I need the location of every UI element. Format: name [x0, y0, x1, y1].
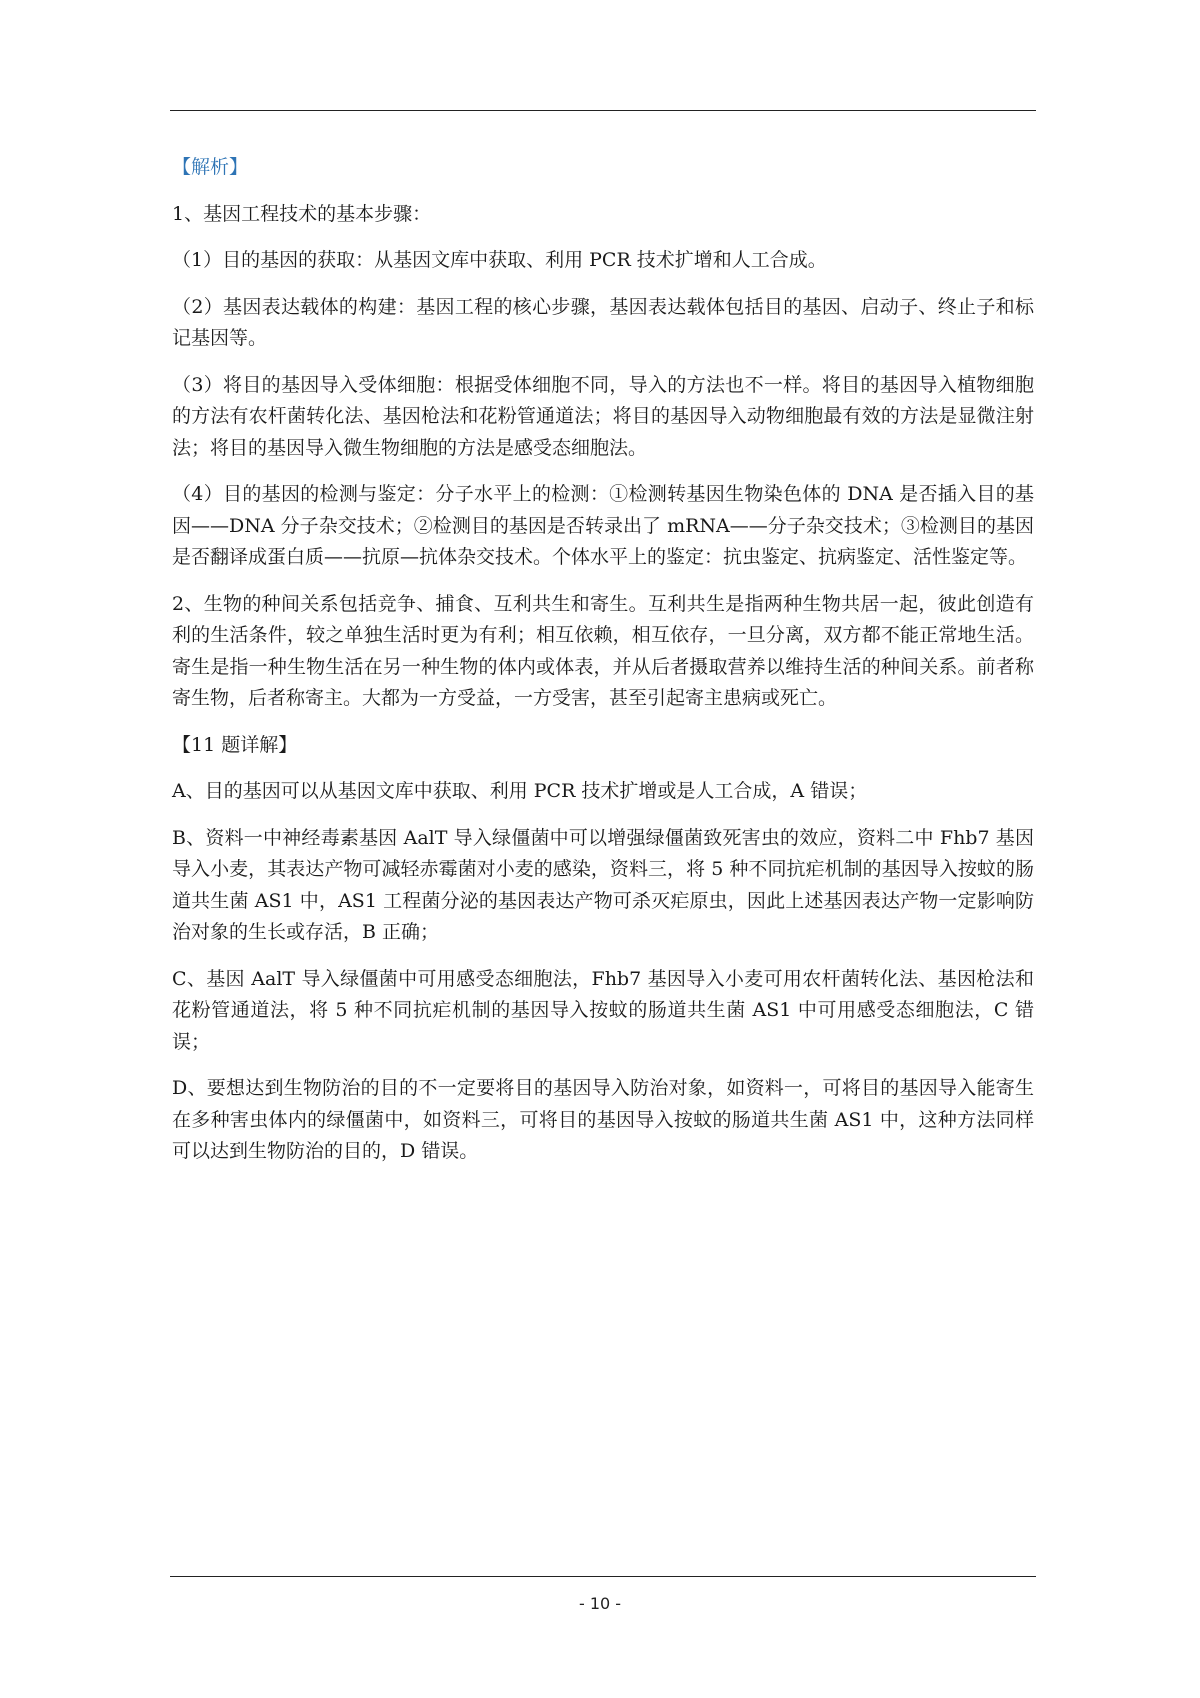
- footer-rule: [170, 1576, 1036, 1577]
- analysis-heading: 【解析】: [172, 156, 249, 178]
- analysis-paragraph: （3）将目的基因导入受体细胞：根据受体细胞不同，导入的方法也不一样。将目的基因导入植物细胞的方法有农杆菌转化法、基因枪法和花粉管通道法；将目的基因导入动物细胞最有效的方法是显微注射法；将目的基因导入微生物细胞的方法是感受态细胞法。: [172, 373, 1034, 459]
- analysis-paragraph: （4）目的基因的检测与鉴定：分子水平上的检测：①检测转基因生物染色体的 DNA 是否插入目的基因——DNA 分子杂交技术；②检测目的基因是否转录出了 mRNA——分子杂交技术；③检测目的基因是否翻译成蛋白质——抗原—抗体杂交技术。个体水平上的鉴定：抗虫鉴定、抗病鉴定、活性鉴定等。: [172, 483, 1034, 568]
- analysis-paragraph: 1、基因工程技术的基本步骤：: [172, 202, 432, 225]
- page-content: [172, 152, 1034, 1183]
- detail-paragraph: C、基因 AalT 导入绿僵菌中可用感受态细胞法，Fhb7 基因导入小麦可用农杆菌转化法、基因枪法和花粉管通道法，将 5 种不同抗疟机制的基因导入按蚊的肠道共生菌 AS1 中可用感受态细胞法，C 错误；: [172, 967, 1034, 1053]
- analysis-paragraph: （1）目的基因的获取：从基因文库中获取、利用 PCR 技术扩增和人工合成。: [172, 249, 827, 271]
- analysis-paragraph: 2、生物的种间关系包括竞争、捕食、互利共生和寄生。互利共生是指两种生物共居一起，彼此创造有利的生活条件，较之单独生活时更为有利；相互依赖，相互依存，一旦分离，双方都不能正常地生活。寄生是指一种生物生活在另一种生物的体内或体表，并从后者摄取营养以维持生活的种间关系。前者称寄生物，后者称寄主。大都为一方受益，一方受害，甚至引起寄主患病或死亡。: [172, 592, 1034, 709]
- detail-paragraph: D、要想达到生物防治的目的不一定要将目的基因导入防治对象，如资料一，可将目的基因导入能寄生在多种害虫体内的绿僵菌中，如资料三，可将目的基因导入按蚊的肠道共生菌 AS1 中，这种方法同样可以达到生物防治的目的，D 错误。: [172, 1077, 1034, 1162]
- page-number: - 10 -: [578, 1594, 622, 1613]
- header-rule: [170, 110, 1036, 111]
- detail-paragraph: B、资料一中神经毒素基因 AalT 导入绿僵菌中可以增强绿僵菌致死害虫的效应，资料二中 Fhb7 基因导入小麦，其表达产物可减轻赤霉菌对小麦的感染，资料三，将 5 种不同抗疟机制的基因导入按蚊的肠道共生菌 AS1 中，AS1 工程菌分泌的基因表达产物可杀灭疟原虫，因此上述基因表达产物一定影响防治对象的生长或存活，B 正确；: [172, 826, 1034, 943]
- detail-paragraph: A、目的基因可以从基因文库中获取、利用 PCR 技术扩增或是人工合成，A 错误；: [172, 780, 868, 802]
- analysis-paragraph: （2）基因表达载体的构建：基因工程的核心步骤，基因表达载体包括目的基因、启动子、终止子和标记基因等。: [172, 295, 1034, 349]
- detail-heading: 【11 题详解】: [172, 733, 298, 756]
